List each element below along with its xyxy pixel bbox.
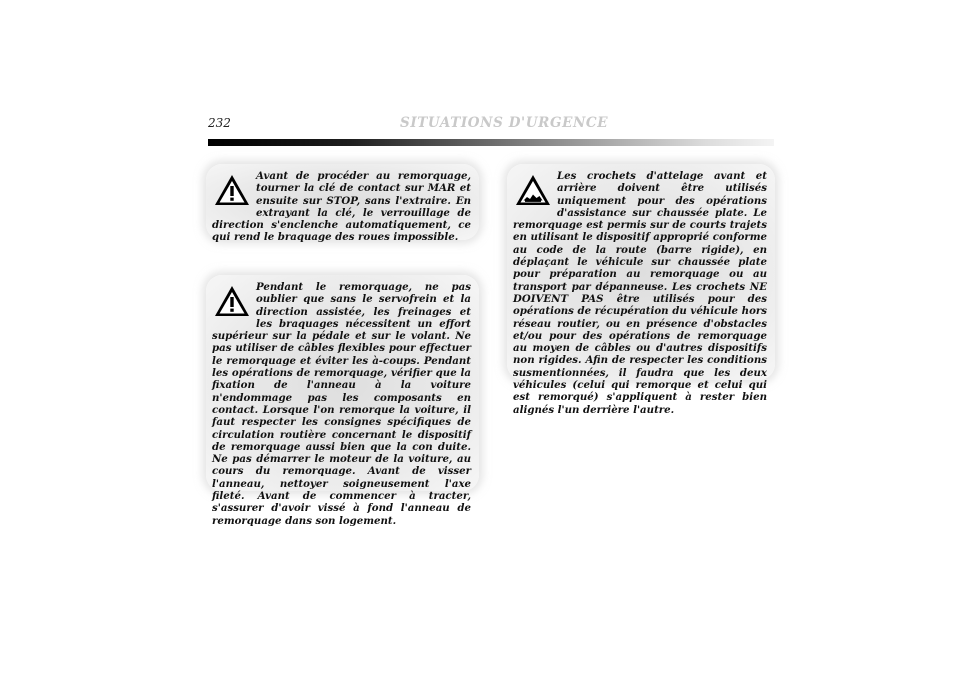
warning-triangle-icon [212,283,252,319]
warning-triangle-icon [212,172,252,208]
warning-text: Avant de procéder au remorquage, tourner la clé de contact sur MAR et ensuite sur STOP, sans l'extraire. En extrayant la clé, le verrouillage de direction s'enclenche automatiquement, ce qui rend le braquage des roues impossible. [212,170,471,244]
warning-box-towing [206,275,479,527]
header-rule [208,139,774,146]
environment-warning-icon [513,172,553,208]
page-number: 232 [208,116,231,130]
warning-text: Pendant le remorquage, ne pas oublier que sans le servofrein et la direction assistée, les freinages et les braquages nécessitent un effort supérieur sur la pédale et sur le volant. Ne pas utiliser de câbles flexibles pour effectuer le remorquage et éviter les à-coups. Pendant les opérations de remorquage, vérifier que la fixation de l'anneau à la voiture n'endommage pas les composants en contact. Lorsque l'on remorque la voiture, il faut respecter les consignes spécifiques de circulation routière concernant le dispositif de remorquage aussi bien que la con duite. Ne pas démarrer le moteur de la voiture, au cours du remorquage. Avant de visser l'anneau, nettoyer soigneusement l'axe fileté. Avant de commencer à tracter, s'assurer d'avoir vissé à fond l'anneau de remorquage dans son logement. [212,281,471,527]
section-title: SITUATIONS D'URGENCE [400,115,609,131]
warning-box-ignition [206,164,479,244]
warning-text: Les crochets d'attelage avant et arrière doivent être utilisés uniquement pour des opérations d'assistance sur chaussée plate. Le remorquage est permis sur de courts trajets en utilisant le dispositif approprié conforme au code de la route (barre rigide), en déplaçant le véhicule sur chaussée plate pour préparation au remorquage ou au transport par dépanneuse. Les crochets NE DOIVENT PAS être utilisés pour des opérations de récupération du véhicule hors réseau routier, ou en présence d'obstacles et/ou pour des opérations de remorquage au moyen de câbles ou d'autres dispositifs non rigides. Afin de respecter les conditions susmentionnées, il faudra que les deux véhicules (celui qui remorque et celui qui est remorqué) s'appliquent à rester bien alignés l'un derrière l'autre. [513,170,767,416]
warning-box-tow-hooks [507,164,775,416]
